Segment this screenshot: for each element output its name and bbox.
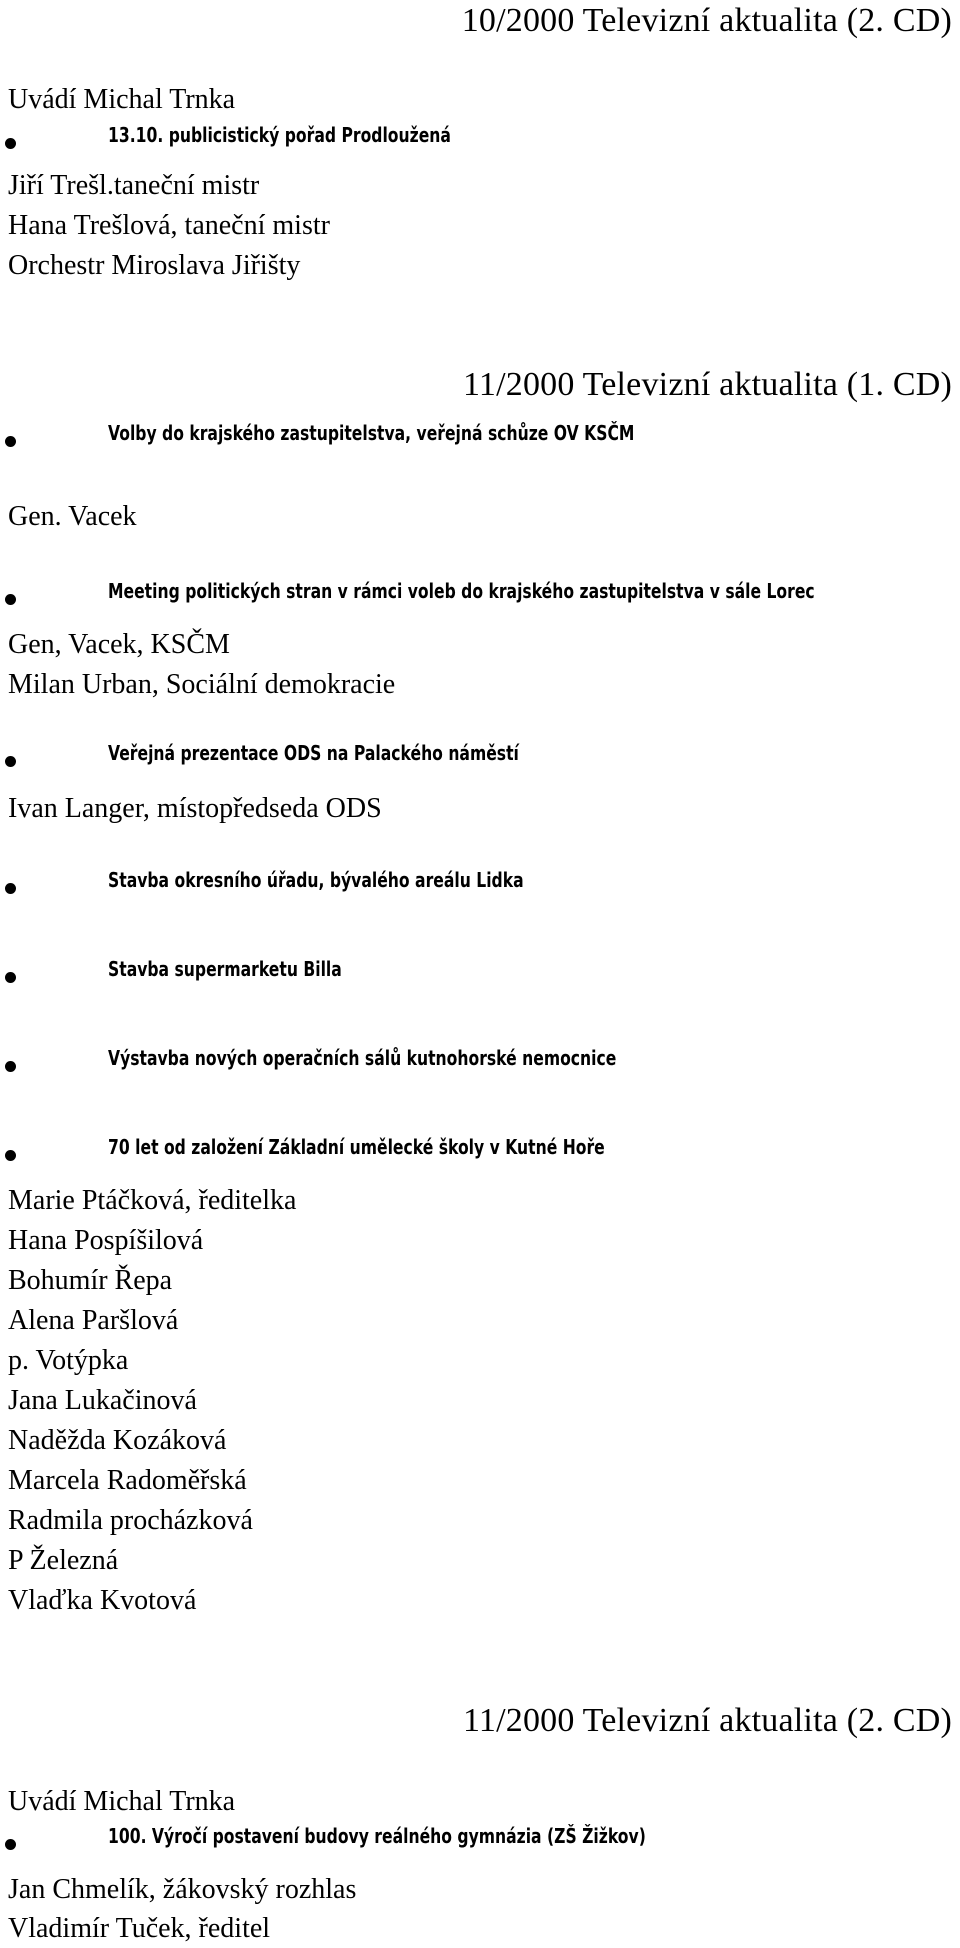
person-line: Alena Paršlová	[8, 1305, 179, 1336]
bullet-icon	[5, 756, 16, 767]
item-title: Stavba supermarketu Billa	[108, 957, 342, 981]
item-title: Stavba okresního úřadu, bývalého areálu Lidka	[108, 868, 524, 892]
person-line: Vladimír Tuček, ředitel	[8, 1913, 271, 1944]
person-line: Marie Ptáčková, ředitelka	[8, 1185, 297, 1216]
presenter-line: Uvádí Michal Trnka	[8, 84, 236, 115]
person-line: Gen. Vacek	[8, 501, 137, 532]
item-title: Veřejná prezentace ODS na Palackého náměstí	[108, 741, 519, 765]
item-title: Volby do krajského zastupitelstva, veřejná schůze OV KSČM	[108, 421, 635, 445]
bullet-icon	[5, 1061, 16, 1072]
person-line: p. Votýpka	[8, 1345, 129, 1376]
person-line: P Železná	[8, 1545, 119, 1576]
bullet-icon	[5, 883, 16, 894]
item-title: Výstavba nových operačních sálů kutnohorské nemocnice	[108, 1046, 617, 1070]
person-line: Jan Chmelík, žákovský rozhlas	[8, 1874, 357, 1905]
bullet-icon	[5, 138, 16, 149]
person-line: Jiří Trešl.taneční mistr	[8, 170, 260, 201]
item-title: 70 let od založení Základní umělecké školy v Kutné Hoře	[108, 1135, 605, 1159]
bullet-icon	[5, 972, 16, 983]
item-title: Meeting politických stran v rámci voleb do krajského zastupitelstva v sále Lorec	[108, 579, 815, 603]
person-line: Gen, Vacek, KSČM	[8, 629, 230, 660]
section-heading: 10/2000 Televizní aktualita (2. CD)	[461, 2, 952, 39]
person-line: Jana Lukačinová	[8, 1385, 197, 1416]
person-line: Radmila procházková	[8, 1505, 253, 1536]
presenter-line: Uvádí Michal Trnka	[8, 1786, 236, 1817]
person-line: Milan Urban, Sociální demokracie	[8, 669, 396, 700]
section-heading: 11/2000 Televizní aktualita (2. CD)	[462, 1702, 952, 1739]
item-title: 13.10. publicistický pořad Prodloužená	[108, 123, 451, 147]
item-title: 100. Výročí postavení budovy reálného gymnázia (ZŠ Žižkov)	[108, 1824, 646, 1848]
bullet-icon	[5, 594, 16, 605]
person-line: Ivan Langer, místopředseda ODS	[8, 793, 382, 824]
person-line: Vlaďka Kvotová	[8, 1585, 197, 1616]
person-line: Marcela Radoměřská	[8, 1465, 247, 1496]
section-heading: 11/2000 Televizní aktualita (1. CD)	[462, 366, 952, 403]
bullet-icon	[5, 436, 16, 447]
person-line: Naděžda Kozáková	[8, 1425, 227, 1456]
person-line: Bohumír Řepa	[8, 1265, 173, 1296]
person-line: Hana Pospíšilová	[8, 1225, 204, 1256]
bullet-icon	[5, 1839, 16, 1850]
person-line: Hana Trešlová, taneční mistr	[8, 210, 330, 241]
person-line: Orchestr Miroslava Jiřišty	[8, 250, 301, 281]
bullet-icon	[5, 1150, 16, 1161]
